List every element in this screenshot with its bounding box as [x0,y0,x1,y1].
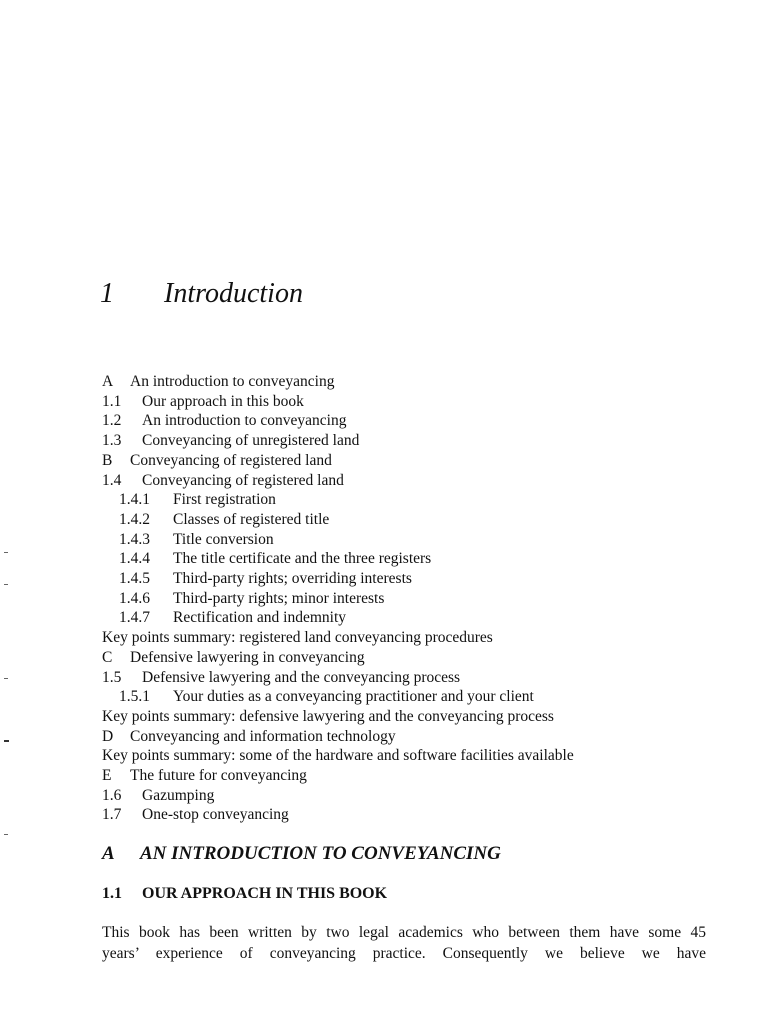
toc-entry-title: Third-party rights; minor interests [173,589,385,607]
toc-entry-title: Conveyancing of registered land [142,471,344,489]
toc-entry-number: B [102,451,113,469]
toc-entry-number: 1.5 [102,668,122,686]
section-letter: A [102,843,115,864]
toc-entry-title: Key points summary: defensive lawyering and the conveyancing process [102,707,554,725]
toc-entry [102,510,722,530]
toc-entry-title: The title certificate and the three registers [173,550,432,568]
toc-entry [102,471,722,491]
toc-entry [102,805,722,825]
toc-entry-number: E [102,767,112,785]
toc-entry-title: Gazumping [142,786,215,804]
toc-entry [102,766,722,786]
body-paragraph [102,922,706,964]
toc-entry [102,727,722,747]
toc-entry [102,628,722,648]
toc-entry-number: 1.4 [102,471,122,489]
toc-entry [102,786,722,806]
scan-margin-mark [4,678,8,679]
toc-entry [102,411,722,431]
toc-entry-title: One-stop conveyancing [142,806,289,824]
toc-entry-number: 1.2 [102,412,122,430]
toc-entry [102,569,722,589]
chapter-title: Introduction [164,278,303,309]
scan-margin-mark [4,834,8,835]
toc-entry [102,372,722,392]
toc-entry [102,746,722,766]
toc-entry-title: Key points summary: registered land conveyancing procedures [102,629,493,647]
toc-entry-number: C [102,648,113,666]
toc-entry-number: 1.7 [102,806,122,824]
toc-entry-number: 1.3 [102,432,122,450]
section-heading [102,842,501,866]
toc-entry-title: Third-party rights; overriding interests [173,570,412,588]
table-of-contents [102,372,722,825]
toc-entry-title: Your duties as a conveyancing practitioner and your client [173,688,534,706]
toc-entry [102,549,722,569]
body-line: This book has been written by two legal academics who between them have some 45 [102,924,706,941]
chapter-number: 1 [100,278,114,309]
toc-entry-title: An introduction to conveyancing [130,373,335,390]
toc-entry-number: 1.4.4 [119,550,150,568]
toc-entry [102,668,722,688]
toc-entry-number: 1.5.1 [119,688,150,706]
toc-entry [102,608,722,628]
scan-margin-mark [4,552,8,553]
toc-entry [102,687,722,707]
toc-entry-title: An introduction to conveyancing [142,412,347,430]
subsection-title: OUR APPROACH IN THIS BOOK [142,885,388,902]
subsection-number: 1.1 [102,885,122,902]
toc-entry-number: 1.4.2 [119,510,150,528]
toc-entry-title: Classes of registered title [173,510,330,528]
toc-entry-title: Conveyancing of registered land [130,451,332,469]
toc-entry-title: Key points summary: some of the hardware and software facilities available [102,747,574,765]
chapter-heading [100,276,303,312]
toc-entry [102,451,722,471]
toc-entry [102,648,722,668]
section-title: AN INTRODUCTION TO CONVEYANCING [140,843,501,864]
toc-entry-title: Defensive lawyering and the conveyancing process [142,668,461,686]
toc-entry-number: 1.4.1 [119,491,150,509]
toc-entry [102,589,722,609]
toc-entry-title: First registration [173,491,276,509]
toc-entry-number: 1.1 [102,392,122,410]
toc-entry-title: Defensive lawyering in conveyancing [130,648,365,666]
toc-entry-title: Conveyancing and information technology [130,727,396,745]
subsection-heading [102,884,387,904]
scan-margin-mark [4,740,9,742]
toc-entry-title: Conveyancing of unregistered land [142,432,360,450]
toc-entry [102,431,722,451]
toc-entry-title: The future for conveyancing [130,767,307,785]
toc-entry [102,392,722,412]
toc-entry [102,530,722,550]
toc-entry-number: 1.4.3 [119,530,150,548]
toc-entry-number: D [102,727,114,745]
toc-entry [102,490,722,510]
scan-margin-mark [4,584,8,585]
body-line: years’ experience of conveyancing practice. Consequently we believe we have [102,945,706,962]
toc-entry-number: 1.4.7 [119,609,150,627]
toc-entry-number: 1.4.6 [119,589,150,607]
toc-entry-number: 1.6 [102,786,122,804]
toc-entry [102,707,722,727]
toc-entry-title: Our approach in this book [142,392,304,410]
toc-entry-number: 1.4.5 [119,570,150,588]
toc-entry-title: Title conversion [173,530,274,548]
toc-entry-number: A [102,373,114,390]
toc-entry-title: Rectification and indemnity [173,609,347,627]
